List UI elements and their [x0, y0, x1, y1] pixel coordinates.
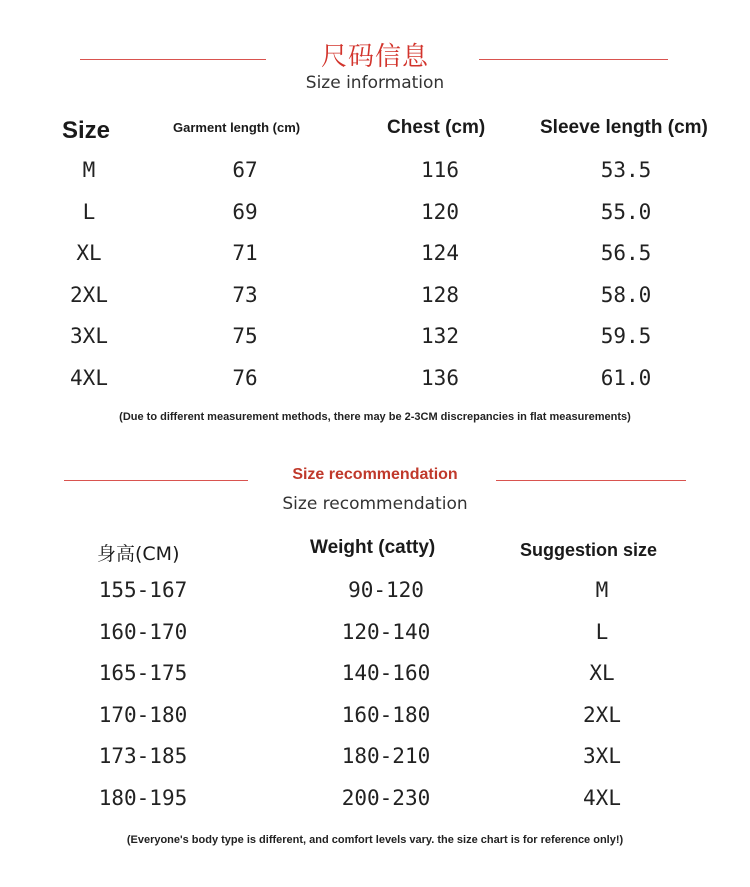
size-rec-cell: 170-180: [98, 702, 188, 727]
header-sleeve-length: Sleeve length (cm): [540, 117, 708, 138]
size-info-cell: 73: [232, 282, 258, 307]
size-info-cell: 124: [421, 241, 459, 265]
header-height: 身高(CM): [97, 543, 180, 565]
size-rec-cell: L: [595, 619, 609, 644]
size-rec-cell: 173-185: [98, 744, 188, 768]
size-rec-cell: 2XL: [583, 702, 621, 727]
size-info-cell: 59.5: [600, 324, 652, 348]
size-info-note: (Due to different measurement methods, there may be 2-3CM discrepancies in flat measurements): [119, 411, 631, 423]
size-info-cell: 132: [421, 324, 459, 348]
size-rec-note: (Everyone's body type is different, and comfort levels vary. the size chart is for reference only!): [126, 834, 624, 846]
size-rec-cell: 155-167: [98, 578, 188, 602]
size-info-cell: 58.0: [600, 282, 652, 307]
size-info-cell: L: [82, 199, 96, 224]
header-size: Size: [62, 117, 111, 144]
size-info-cell: 76: [232, 365, 258, 390]
size-rec-cell: 160-180: [341, 702, 431, 727]
size-info-cell: 53.5: [600, 158, 652, 182]
header-garment-length: Garment length (cm): [173, 120, 301, 135]
size-info-subtitle: Size information: [305, 73, 445, 93]
size-rec-cell: 180-195: [98, 785, 188, 810]
size-rec-cell: 140-160: [341, 661, 431, 685]
size-info-cell: XL: [76, 241, 102, 265]
size-info-cell: 2XL: [70, 282, 108, 307]
size-info-cell: 67: [232, 158, 258, 182]
size-info-cell: 61.0: [600, 365, 652, 390]
size-info-cell: 120: [421, 199, 459, 224]
size-rec-cell: 200-230: [341, 785, 431, 810]
size-info-cell: 4XL: [70, 365, 108, 390]
size-info-cell: 69: [232, 199, 258, 224]
header-chest: Chest (cm): [387, 117, 486, 138]
size-info-cell: 116: [421, 158, 459, 182]
header-suggestion-size: Suggestion size: [520, 540, 658, 560]
size-info-cell: 56.5: [600, 241, 652, 265]
size-rec-subtitle: Size recommendation: [282, 494, 468, 514]
size-info-cell: 3XL: [70, 324, 108, 348]
size-info-cell: 55.0: [600, 199, 652, 224]
header-weight: Weight (catty): [310, 537, 436, 558]
size-rec-title: Size recommendation: [292, 466, 458, 483]
size-rec-cell: 180-210: [341, 744, 431, 768]
size-info-cell: M: [82, 158, 96, 182]
size-rec-cell: 90-120: [348, 578, 424, 602]
size-info-cell: 71: [232, 241, 258, 265]
size-info-cell: 136: [421, 365, 459, 390]
size-info-title: 尺码信息: [320, 42, 429, 72]
size-rec-cell: XL: [589, 661, 615, 685]
size-rec-cell: 160-170: [98, 619, 188, 644]
size-rec-cell: 120-140: [341, 619, 431, 644]
size-info-cell: 75: [232, 324, 258, 348]
size-rec-cell: 165-175: [98, 661, 188, 685]
size-rec-cell: M: [595, 578, 609, 602]
size-rec-cell: 3XL: [583, 744, 621, 768]
size-info-cell: 128: [421, 282, 459, 307]
size-rec-cell: 4XL: [583, 785, 621, 810]
